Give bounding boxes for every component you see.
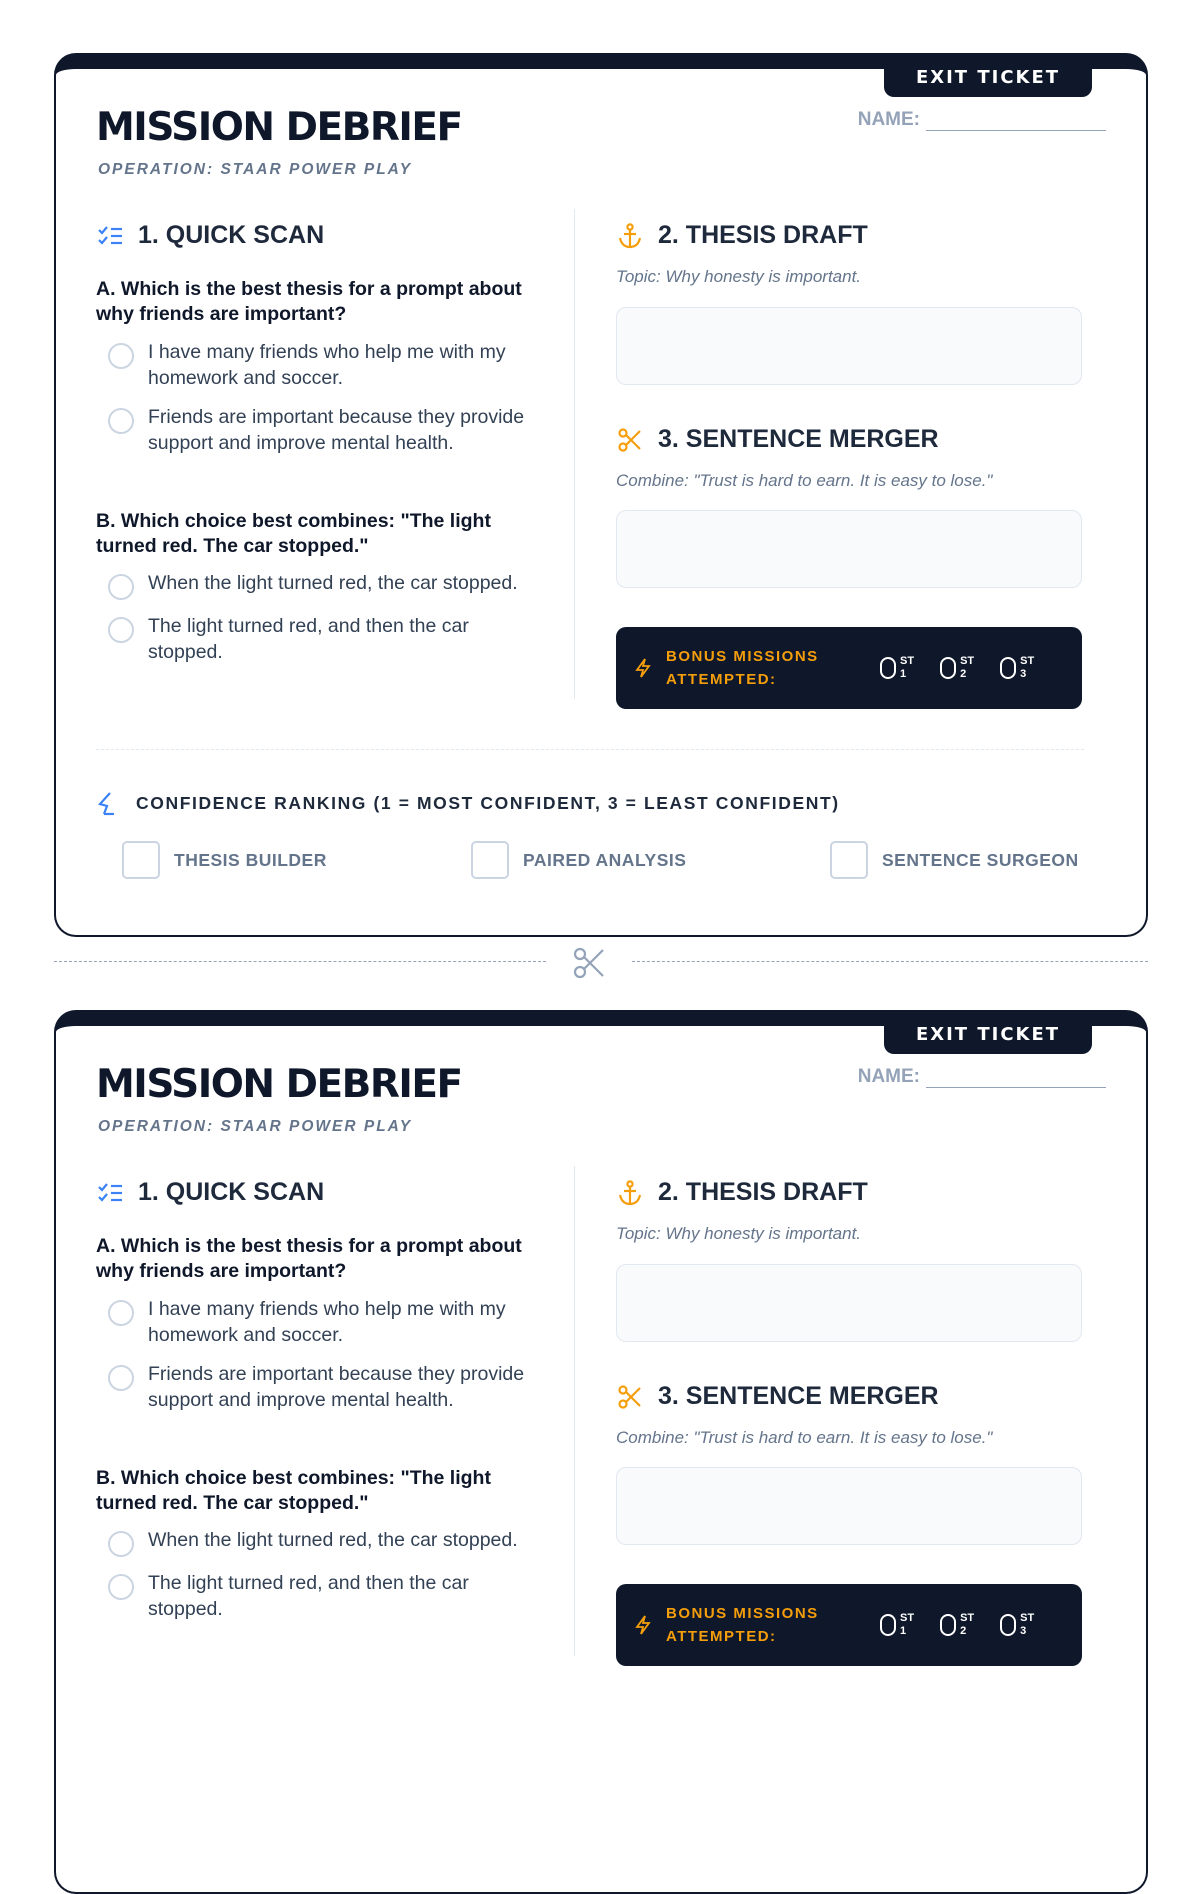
radio-button[interactable] — [108, 408, 134, 434]
sentence-merger-heading — [616, 425, 939, 454]
scissors-icon — [616, 1383, 644, 1411]
question-a-option-2[interactable] — [108, 404, 528, 456]
bonus-label-line2: ATTEMPTED: — [666, 671, 777, 688]
bonus-check-3[interactable] — [1000, 1612, 1034, 1638]
thesis-draft-title: 2. THESIS DRAFT — [658, 1178, 868, 1206]
bonus-checks — [880, 1612, 1060, 1638]
anchor-icon — [616, 222, 644, 250]
bonus-check-1[interactable] — [880, 655, 914, 681]
bonus-sub: 2 — [960, 668, 967, 680]
option-text: I have many friends who help me with my homework and soccer. — [148, 341, 506, 389]
thesis-draft-title: 2. THESIS DRAFT — [658, 221, 868, 249]
radio-button[interactable] — [108, 574, 134, 600]
bonus-label-line1: BONUS MISSIONS — [666, 1605, 819, 1622]
exit-ticket-tab: EXIT TICKET — [884, 63, 1092, 97]
exit-ticket-tab: EXIT TICKET — [884, 1020, 1092, 1054]
rank-label: PAIRED ANALYSIS — [523, 849, 687, 870]
thesis-draft-heading — [616, 1178, 868, 1207]
confidence-title: CONFIDENCE RANKING (1 = MOST CONFIDENT, 3 = LEAST CONFIDENT) — [136, 792, 840, 813]
option-text: When the light turned red, the car stopped. — [148, 1529, 518, 1551]
bonus-circle[interactable] — [880, 657, 896, 679]
column-divider — [574, 1166, 575, 1656]
bonus-sub: 3 — [1020, 1625, 1027, 1637]
bonus-sub: 3 — [1020, 668, 1027, 680]
question-b: B. Which choice best combines: "The light turned red. The car stopped." — [96, 510, 491, 557]
page-subtitle: OPERATION: STAAR POWER PLAY — [98, 161, 413, 178]
question-a: A. Which is the best thesis for a prompt about why friends are important? — [96, 1235, 522, 1282]
bonus-label-line2: ATTEMPTED: — [666, 1628, 777, 1645]
bonus-sup: ST — [900, 1612, 915, 1624]
exit-ticket-card — [54, 1010, 1148, 1894]
checklist-icon — [96, 222, 124, 250]
radio-button[interactable] — [108, 1300, 134, 1326]
bonus-sub: 1 — [900, 668, 907, 680]
name-label: NAME: — [857, 1066, 920, 1087]
bonus-label — [666, 1602, 866, 1648]
bonus-circle[interactable] — [1000, 1614, 1016, 1636]
option-text: When the light turned red, the car stopped. — [148, 572, 518, 594]
rank-box[interactable] — [471, 841, 509, 879]
checklist-icon — [96, 1179, 124, 1207]
question-b-option-2[interactable] — [108, 613, 528, 665]
thesis-answer-box[interactable] — [616, 1264, 1082, 1342]
sentence-merger-title: 3. SENTENCE MERGER — [658, 425, 939, 453]
rank-box[interactable] — [830, 841, 868, 879]
confidence-heading — [96, 791, 840, 815]
column-divider — [574, 209, 575, 699]
bonus-sup: ST — [900, 655, 915, 667]
quick-scan-title: 1. QUICK SCAN — [138, 221, 325, 249]
bonus-check-3[interactable] — [1000, 655, 1034, 681]
question-a-option-1[interactable] — [108, 339, 528, 391]
merger-answer-box[interactable] — [616, 1467, 1082, 1545]
exit-ticket-card — [54, 53, 1148, 937]
cut-line-left — [54, 961, 546, 962]
radio-button[interactable] — [108, 1365, 134, 1391]
page-title: MISSION DEBRIEF — [96, 105, 462, 150]
name-label: NAME: — [857, 109, 920, 130]
bonus-missions-panel — [616, 1584, 1082, 1666]
anchor-icon — [616, 1179, 644, 1207]
question-a-option-2[interactable] — [108, 1361, 528, 1413]
option-text: Friends are important because they provide support and improve mental health. — [148, 406, 525, 454]
bonus-sup: ST — [1020, 1612, 1035, 1624]
option-text: I have many friends who help me with my homework and soccer. — [148, 1298, 506, 1346]
merger-prompt: Combine: "Trust is hard to earn. It is easy to lose." — [616, 471, 993, 490]
bonus-label-line1: BONUS MISSIONS — [666, 648, 819, 665]
bonus-circle[interactable] — [880, 1614, 896, 1636]
bonus-circle[interactable] — [940, 657, 956, 679]
name-field[interactable] — [858, 109, 1106, 131]
sentence-merger-title: 3. SENTENCE MERGER — [658, 1382, 939, 1410]
rank-sentence-surgeon[interactable] — [830, 841, 1079, 879]
option-text: The light turned red, and then the car stopped. — [148, 1572, 469, 1620]
radio-button[interactable] — [108, 1531, 134, 1557]
sentence-merger-heading — [616, 1382, 939, 1411]
bonus-sup: ST — [960, 1612, 975, 1624]
quick-scan-title: 1. QUICK SCAN — [138, 1178, 325, 1206]
question-a-option-1[interactable] — [108, 1296, 528, 1348]
quick-scan-heading — [96, 221, 324, 250]
rank-box[interactable] — [122, 841, 160, 879]
bonus-missions-panel — [616, 627, 1082, 709]
lightning-icon — [634, 1615, 654, 1635]
question-b-option-1[interactable] — [108, 570, 528, 600]
bonus-sup: ST — [960, 655, 975, 667]
question-a: A. Which is the best thesis for a prompt about why friends are important? — [96, 278, 522, 325]
rank-label: THESIS BUILDER — [174, 849, 327, 870]
thesis-draft-heading — [616, 221, 868, 250]
thesis-answer-box[interactable] — [616, 307, 1082, 385]
lightning-icon — [634, 658, 654, 678]
bonus-checks — [880, 655, 1060, 681]
option-text: Friends are important because they provide support and improve mental health. — [148, 1363, 525, 1411]
question-b-option-2[interactable] — [108, 1570, 528, 1622]
page-title: MISSION DEBRIEF — [96, 1062, 462, 1107]
scissors-icon — [616, 426, 644, 454]
merger-prompt: Combine: "Trust is hard to earn. It is easy to lose." — [616, 1428, 993, 1447]
radio-button[interactable] — [108, 617, 134, 643]
rank-label: SENTENCE SURGEON — [882, 849, 1079, 870]
option-text: The light turned red, and then the car stopped. — [148, 615, 469, 663]
bonus-sub: 1 — [900, 1625, 907, 1637]
section-divider — [96, 749, 1084, 750]
bonus-check-1[interactable] — [880, 1612, 914, 1638]
radio-button[interactable] — [108, 343, 134, 369]
bonus-sub: 2 — [960, 1625, 967, 1637]
question-b: B. Which choice best combines: "The light turned red. The car stopped." — [96, 1467, 491, 1514]
chart-icon — [96, 791, 120, 815]
page-subtitle: OPERATION: STAAR POWER PLAY — [98, 1118, 413, 1135]
bonus-circle[interactable] — [1000, 657, 1016, 679]
thesis-topic: Topic: Why honesty is important. — [616, 1224, 862, 1243]
bonus-check-2[interactable] — [940, 655, 974, 681]
cut-line-right — [632, 961, 1148, 962]
bonus-sup: ST — [1020, 655, 1035, 667]
name-blank[interactable] — [926, 1070, 1106, 1088]
name-blank[interactable] — [926, 113, 1106, 131]
quick-scan-heading — [96, 1178, 324, 1207]
bonus-circle[interactable] — [940, 1614, 956, 1636]
question-b-option-1[interactable] — [108, 1527, 528, 1557]
bonus-label — [666, 645, 866, 691]
bonus-check-2[interactable] — [940, 1612, 974, 1638]
name-field[interactable] — [858, 1066, 1106, 1088]
scissors-icon — [572, 946, 606, 980]
rank-thesis-builder[interactable] — [122, 841, 327, 879]
rank-paired-analysis[interactable] — [471, 841, 686, 879]
merger-answer-box[interactable] — [616, 510, 1082, 588]
radio-button[interactable] — [108, 1574, 134, 1600]
thesis-topic: Topic: Why honesty is important. — [616, 267, 862, 286]
